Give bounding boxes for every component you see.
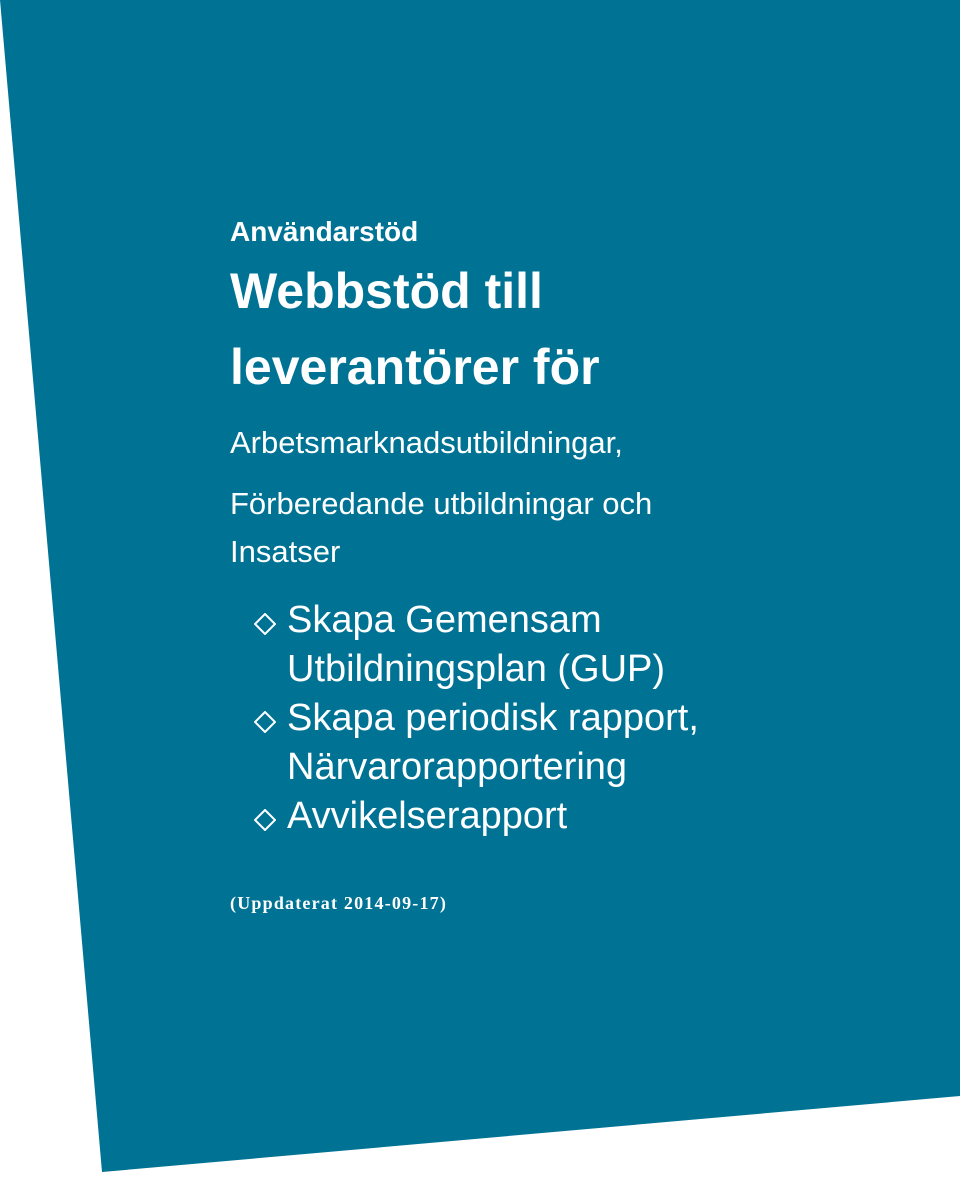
topic-item-deviation-report (254, 792, 699, 841)
document-title-line-1: Webbstöd till (230, 263, 543, 319)
topic-item-gup (254, 596, 699, 694)
document-subtitle-line-2: Förberedande utbildningar och (230, 486, 653, 521)
updated-date: (Uppdaterat 2014-09-17) (230, 893, 448, 913)
topic-item-line: Avvikelserapport (287, 795, 568, 837)
diamond-bullet-icon (254, 711, 276, 733)
topic-item-periodic-report (254, 694, 699, 792)
topic-item-line: Skapa Gemensam (287, 599, 602, 641)
document-subtitle-line-3: Insatser (230, 534, 341, 569)
document-title-line-2: leverantörer för (230, 339, 600, 395)
topic-list (254, 596, 699, 841)
document-subtitle-line-1: Arbetsmarknadsutbildningar, (230, 425, 623, 460)
document-kicker: Användarstöd (230, 216, 419, 247)
topic-item-line: Skapa periodisk rapport, (287, 697, 699, 739)
diamond-bullet-icon (254, 809, 276, 831)
topic-item-line: Närvarorapportering (287, 746, 628, 788)
topic-item-line: Utbildningsplan (GUP) (287, 648, 666, 690)
diamond-bullet-icon (254, 613, 276, 635)
